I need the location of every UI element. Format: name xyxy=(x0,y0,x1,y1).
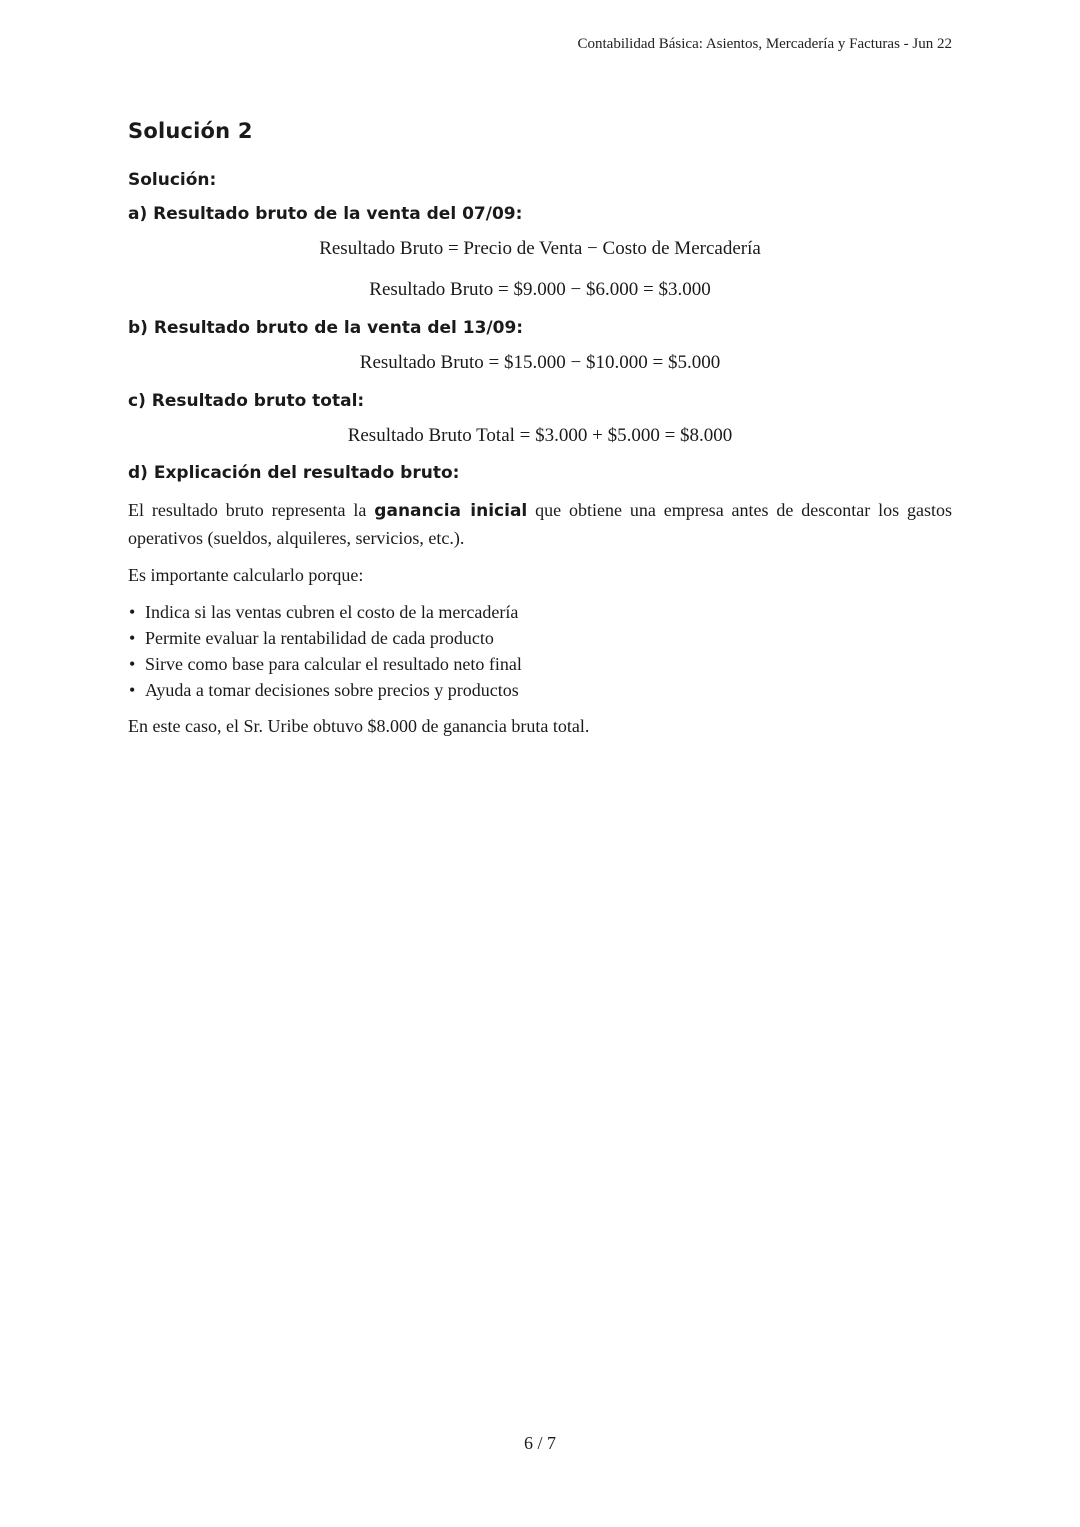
part-b-label: b) Resultado bruto de la venta del 13/09: xyxy=(128,317,524,338)
running-header: Contabilidad Básica: Asientos, Mercadería y Facturas - Jun 22 xyxy=(577,36,952,52)
part-a-calculation: Resultado Bruto = $9.000 − $6.000 = $3.000 xyxy=(369,279,711,301)
page-content xyxy=(128,118,952,750)
list-item xyxy=(128,599,952,625)
explanation-bold-term: ganancia inicial xyxy=(374,500,528,521)
list-item-text: Sirve como base para calcular el resultado neto final xyxy=(145,653,522,674)
part-c-label: c) Resultado bruto total: xyxy=(128,390,365,411)
list-item-text: Indica si las ventas cubren el costo de la mercadería xyxy=(145,601,519,622)
importance-list xyxy=(128,599,952,703)
explanation-paragraph xyxy=(128,497,952,552)
list-item xyxy=(128,625,952,651)
part-d-label: d) Explicación del resultado bruto: xyxy=(128,463,460,484)
solution-label: Solución: xyxy=(128,170,217,191)
explanation-text-start: El resultado bruto representa la xyxy=(128,499,375,520)
list-item-text: Permite evaluar la rentabilidad de cada producto xyxy=(145,627,494,648)
page-number: 6 / 7 xyxy=(523,1433,556,1453)
explanation-text-end: que obtiene una empresa antes de descontar los gastos operativos (sueldos, alquileres, servicios, etc.). xyxy=(128,499,952,548)
part-b-calculation: Resultado Bruto = $15.000 − $10.000 = $5.000 xyxy=(359,351,721,373)
bullet-icon: • xyxy=(129,627,136,648)
list-item xyxy=(128,651,952,677)
bullet-icon: • xyxy=(129,601,136,622)
part-a-formula: Resultado Bruto = Precio de Venta − Costo de Mercadería xyxy=(319,238,761,260)
bullet-icon: • xyxy=(129,679,136,700)
list-item xyxy=(128,677,952,703)
list-item-text: Ayuda a tomar decisiones sobre precios y productos xyxy=(145,679,519,700)
section-title: Solución 2 xyxy=(128,119,253,143)
importance-intro: Es importante calcularlo porque: xyxy=(128,564,364,585)
part-c-calculation: Resultado Bruto Total = $3.000 + $5.000 = $8.000 xyxy=(347,424,733,446)
conclusion-paragraph: En este caso, el Sr. Uribe obtuvo $8.000 de ganancia bruta total. xyxy=(128,715,590,736)
bullet-icon: • xyxy=(129,653,136,674)
part-a-label: a) Resultado bruto de la venta del 07/09: xyxy=(128,204,523,225)
